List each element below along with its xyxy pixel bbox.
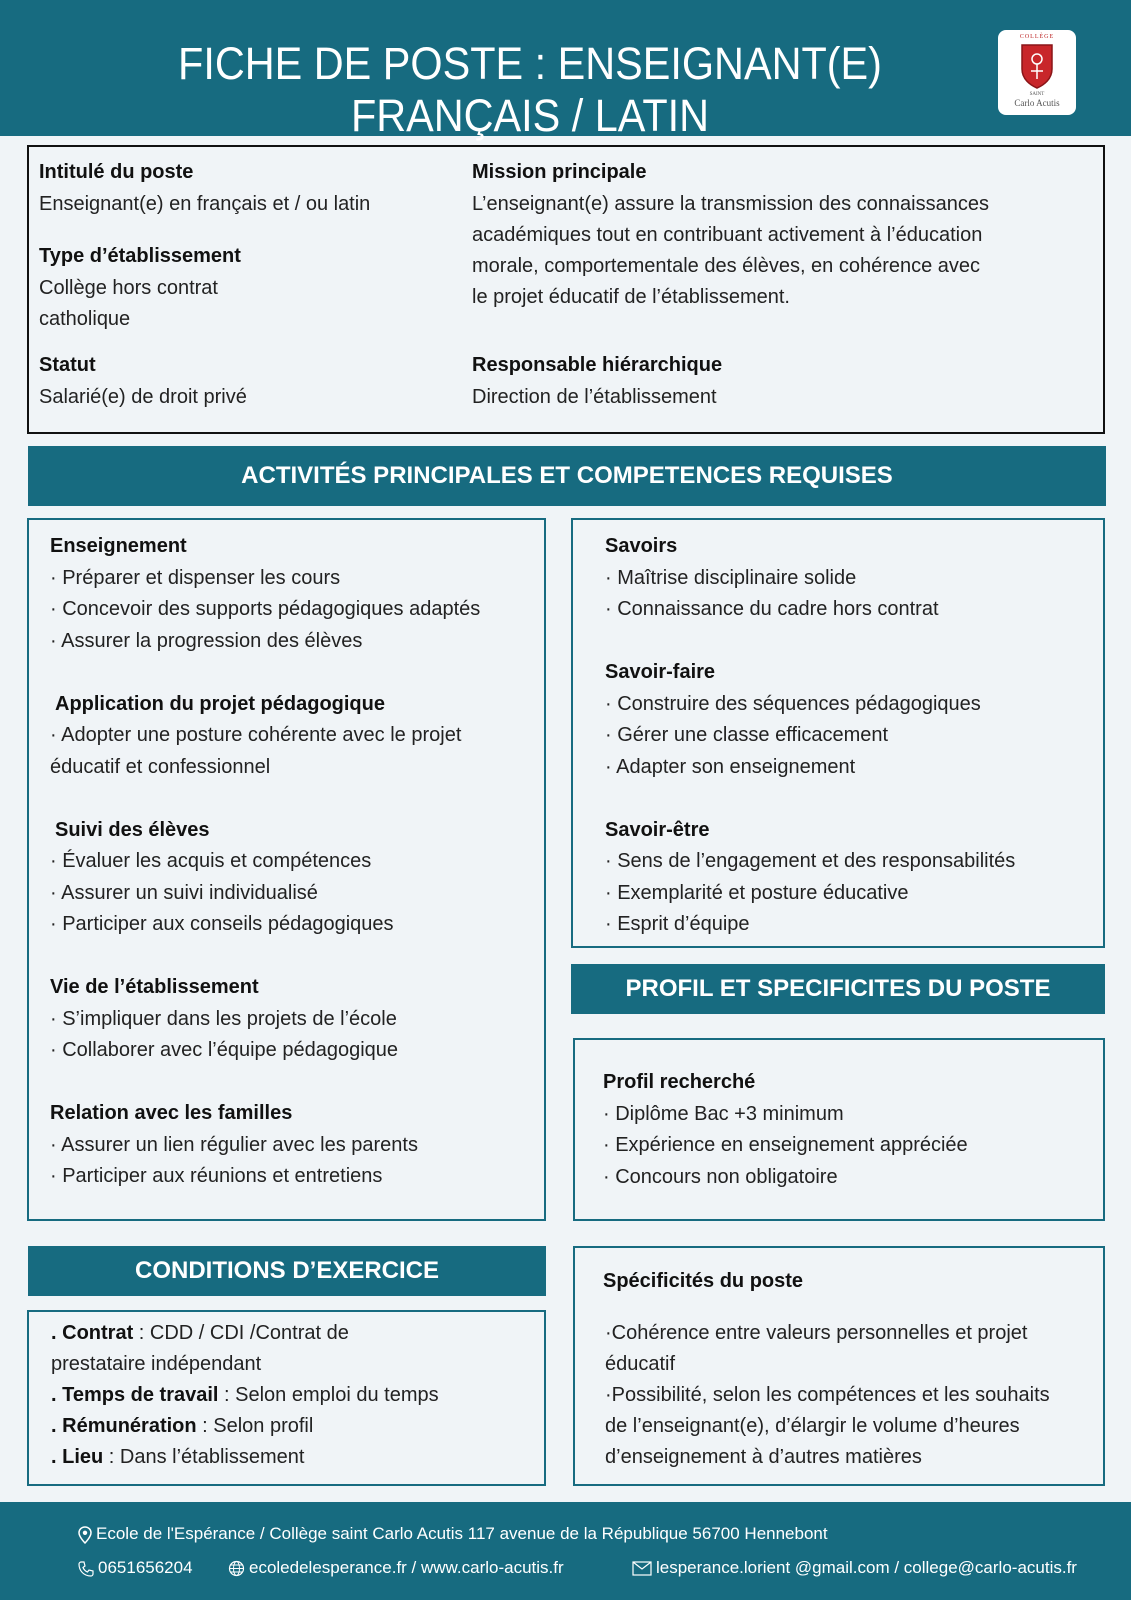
condition-key: Lieu (62, 1446, 104, 1468)
list-item: · Connaissance du cadre hors contrat (605, 598, 939, 620)
footer-phone: 0651656204 (78, 1558, 193, 1578)
condition-lieu: . Lieu : Dans l’établissement (51, 1446, 305, 1468)
application-title: Application du projet pédagogique (55, 692, 385, 715)
condition-key: Temps de travail (62, 1384, 219, 1406)
responsable-value: Direction de l’établissement (472, 386, 717, 408)
list-item: · Évaluer les acquis et compétences (50, 850, 372, 872)
phone-icon (78, 1561, 94, 1577)
list-item: · Esprit d’équipe (605, 913, 750, 935)
activities-band: ACTIVITÉS PRINCIPALES ET COMPETENCES REQUISES (28, 446, 1106, 506)
list-item: · Concevoir des supports pédagogiques adaptés (50, 598, 481, 620)
statut-label: Statut (39, 354, 96, 376)
activities-list (50, 531, 480, 1193)
list-item: · Maîtrise disciplinaire solide (605, 566, 857, 589)
list-item: · Participer aux réunions et entretiens (50, 1165, 383, 1187)
school-logo (998, 30, 1076, 115)
list-item: · Assurer la progression des élèves (50, 629, 363, 652)
logo-saint-text: SAINT (1029, 92, 1045, 97)
relation-title: Relation avec les familles (50, 1102, 293, 1124)
list-item: · Préparer et dispenser les cours (50, 566, 341, 589)
location-pin-icon (78, 1526, 92, 1544)
specificites-list (605, 1318, 1050, 1473)
savoirs-title: Savoirs (605, 535, 678, 557)
list-item: · Expérience en enseignement appréciée (603, 1134, 968, 1156)
type-value-line2: catholique (39, 308, 131, 330)
list-item: · Exemplarité et posture éducative (605, 881, 909, 904)
enseignement-title: Enseignement (50, 535, 187, 557)
intitule-value: Enseignant(e) en français et / ou latin (39, 193, 371, 215)
suivi-title: Suivi des élèves (55, 818, 210, 841)
specificite-line: de l’enseignant(e), d’élargir le volume d’heures (605, 1415, 1020, 1437)
page-title: FICHE DE POSTE : ENSEIGNANT(E) FRANÇAIS / LATIN (178, 38, 882, 141)
footer-web: ecoledelesperance.fr / www.carlo-acutis.fr (228, 1558, 564, 1578)
profil-list (603, 1067, 968, 1193)
list-item: · Adapter son enseignement (605, 755, 856, 778)
specificite-line: ·Cohérence entre valeurs personnelles et projet (605, 1322, 1028, 1344)
specificite-line: éducatif (605, 1353, 676, 1375)
list-item: · Participer aux conseils pédagogiques (50, 913, 394, 935)
savoir-etre-title: Savoir-être (605, 818, 710, 841)
condition-contrat-cont: prestataire indépendant (51, 1353, 262, 1375)
condition-key: Contrat (62, 1322, 134, 1344)
specificites-title: Spécificités du poste (603, 1270, 804, 1292)
mission-line: morale, comportementale des élèves, en cohérence avec (472, 255, 981, 277)
competences-list (605, 531, 1015, 941)
condition-key: Rémunération (62, 1415, 197, 1437)
shield-icon (1020, 43, 1054, 89)
mission-label: Mission principale (472, 161, 647, 183)
logo-name-text: Carlo Acutis (1014, 98, 1060, 108)
list-item: · Gérer une classe efficacement (605, 724, 889, 746)
footer-email: lesperance.lorient @gmail.com / college@carlo-acutis.fr (632, 1558, 1077, 1578)
mission-line: L’enseignant(e) assure la transmission des connaissances (472, 193, 989, 215)
conditions-band: CONDITIONS D’EXERCICE (28, 1246, 546, 1296)
conditions-list (51, 1318, 439, 1473)
globe-icon (228, 1560, 245, 1577)
condition-temps: . Temps de travail : Selon emploi du temps (51, 1384, 439, 1406)
list-item: · Assurer un suivi individualisé (50, 881, 318, 904)
page-footer (0, 1502, 1131, 1600)
logo-top-text: COLLÈGE (1019, 34, 1055, 40)
footer-address: Ecole de l'Espérance / Collège saint Carlo Acutis 117 avenue de la République 56700 Hennebont (78, 1524, 828, 1544)
list-item: · Adopter une posture cohérente avec le projet (50, 724, 462, 746)
intitule-label: Intitulé du poste (39, 161, 194, 183)
profil-title: Profil recherché (603, 1071, 756, 1093)
vie-title: Vie de l’établissement (50, 976, 259, 998)
specificite-line: ·Possibilité, selon les compétences et les souhaits (605, 1384, 1050, 1406)
list-item: · Sens de l’engagement et des responsabilités (605, 850, 1016, 872)
condition-remuneration: . Rémunération : Selon profil (51, 1415, 314, 1437)
specificite-line: d’enseignement à d’autres matières (605, 1446, 922, 1468)
list-item: · Assurer un lien régulier avec les parents (50, 1133, 418, 1156)
envelope-icon (632, 1561, 652, 1576)
statut-value: Salarié(e) de droit privé (39, 386, 247, 408)
list-item: · Collaborer avec l’équipe pédagogique (50, 1039, 399, 1061)
condition-contrat: . Contrat : CDD / CDI /Contrat de (51, 1322, 349, 1344)
mission-line: le projet éducatif de l’établissement. (472, 286, 790, 308)
mission-line: académiques tout en contribuant activement à l’éducation (472, 224, 983, 246)
list-item: · S’impliquer dans les projets de l’école (50, 1007, 397, 1030)
list-item: · Diplôme Bac +3 minimum (603, 1102, 844, 1125)
list-item: éducatif et confessionnel (50, 755, 271, 778)
list-item: · Construire des séquences pédagogiques (605, 692, 981, 715)
profil-band: PROFIL ET SPECIFICITES DU POSTE (571, 964, 1105, 1014)
type-label: Type d’établissement (39, 245, 241, 267)
responsable-label: Responsable hiérarchique (472, 354, 723, 376)
savoir-faire-title: Savoir-faire (605, 661, 716, 683)
type-value-line1: Collège hors contrat (39, 277, 218, 299)
list-item: · Concours non obligatoire (603, 1165, 838, 1188)
page-header (0, 0, 1131, 141)
